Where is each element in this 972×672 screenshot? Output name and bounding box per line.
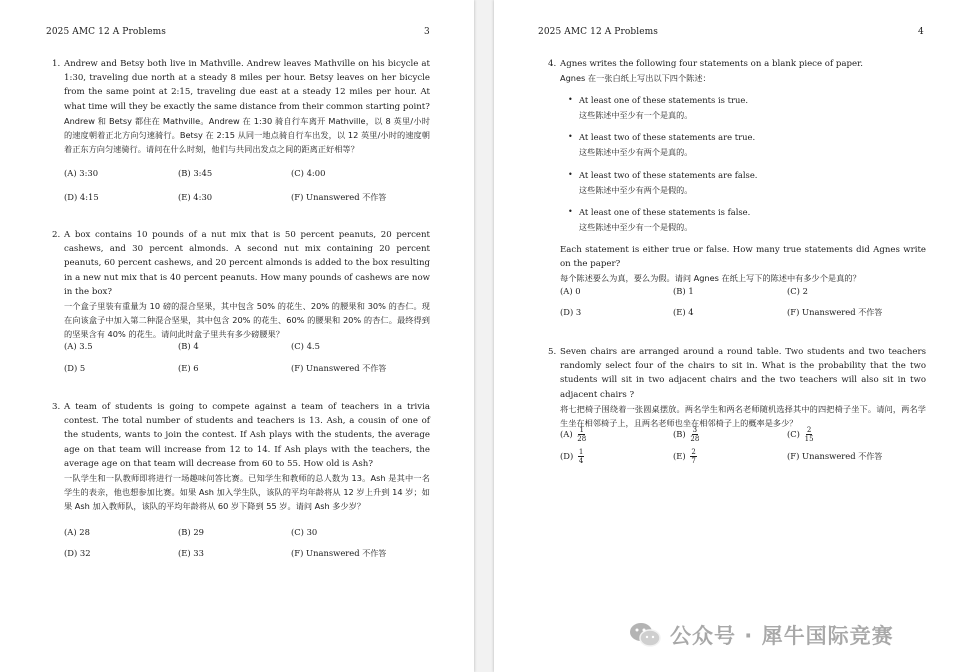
problem-1 (52, 57, 430, 156)
choice-b[interactable]: (B) $\frac{3}{28}$ (673, 426, 700, 443)
problem-translation: 将七把椅子围绕着一张圆桌摆放。两名学生和两名老师随机选择其中的四把椅子坐下。请问，两名学生坐在相邻椅子上，且两名老师也坐在相邻椅子上的概率是多少？ (560, 403, 926, 429)
choice-b[interactable]: (B) 29 (178, 527, 205, 537)
choice-d[interactable]: (D) 4:15 (64, 192, 99, 202)
choice-d[interactable]: (D) $\frac{1}{4}$ (560, 448, 584, 465)
problem-number: 5. (548, 347, 557, 357)
problem-5 (548, 345, 926, 430)
statement-1: • At least one of these statements is true. 这些陈述中至少有一个是真的。 (568, 95, 748, 120)
problem-number: 1. (52, 59, 61, 69)
choice-e[interactable]: (E) 4:30 (178, 192, 213, 202)
choice-a[interactable]: (A) 3:30 (64, 168, 99, 178)
problem-number: 4. (548, 59, 557, 69)
problem-4-question (560, 243, 926, 286)
wechat-icon (628, 621, 662, 649)
watermark-text: 公众号 · 犀牛国际竞赛 (670, 624, 894, 648)
choice-e[interactable]: (E) $\frac{2}{7}$ (673, 448, 696, 465)
problem-3 (52, 400, 430, 514)
problem-translation: 一队学生和一队教师即将进行一场趣味问答比赛。已知学生和教师的总人数为 13。Ash 是其中一名学生的表亲，他也想参加比赛。如果 Ash 加入学生队，该队的平均年龄将从 12 岁上升到 14 岁；如果 Ash 加入教师队，该队的平均年龄将从 60 岁下降到 55 岁。请问 Ash 多少岁？ (64, 473, 430, 512)
choice-e[interactable]: (E) 4 (673, 307, 694, 317)
choice-c[interactable]: (C) 30 (291, 527, 318, 537)
choice-c[interactable]: (C) 4.5 (291, 341, 320, 351)
fraction: $\frac{1}{4}$ (578, 448, 584, 465)
choice-f[interactable]: (F) Unanswered 不作答 (787, 307, 883, 317)
bullet-icon: • (568, 170, 573, 179)
problem-number: 2. (52, 230, 61, 240)
fraction: $\frac{2}{15}$ (804, 426, 814, 443)
choice-e[interactable]: (E) 33 (178, 548, 204, 558)
choice-d[interactable]: (D) 5 (64, 363, 86, 373)
problem-text: Andrew and Betsy both live in Mathville. Andrew leaves Mathville on his bicycle at 1:30, traveling due north at a steady 8 miles per hour. Betsy leaves on her bicycle from the same point at 2:15, traveling due east at a steady 12 miles per hour. At what time will they be exactly the same distance from their common starting point? (64, 59, 430, 112)
choice-f[interactable]: (F) Unanswered 不作答 (787, 451, 883, 461)
choice-c[interactable]: (C) 4:00 (291, 168, 326, 178)
page-number: 4 (918, 27, 924, 37)
problem-text: Seven chairs are arranged around a round table. Two students and two teachers randomly select four of the chairs to sit in. What is the probability that the two students will sit in two adjacent chairs and the two teachers will also sit in two adjacent chairs ? (560, 347, 926, 400)
choice-e[interactable]: (E) 6 (178, 363, 199, 373)
fraction: $\frac{2}{7}$ (691, 448, 696, 465)
page-3 (0, 0, 474, 672)
problem-translation: 一个盒子里装有重量为 10 磅的混合坚果，其中包含 50% 的花生、20% 的腰果和 30% 的杏仁。现在向该盒子中加入第二种混合坚果，其中包含 20% 的花生、60% 的腰果和 20% 的杏仁。最终得到的坚果含有 40% 的花生。请问此时盒子里共有多少磅腰果？ (64, 301, 430, 340)
running-header: 2025 AMC 12 A Problems (538, 27, 658, 37)
problem-4 (548, 57, 926, 85)
page-number: 3 (424, 27, 430, 37)
problem-2 (52, 228, 430, 342)
choice-a[interactable]: (A) 3.5 (64, 341, 93, 351)
choice-b[interactable]: (B) 3:45 (178, 168, 213, 178)
choice-a[interactable]: (A) 0 (560, 286, 581, 296)
problem-number: 3. (52, 402, 61, 412)
fraction: $\frac{3}{28}$ (690, 426, 700, 443)
statement-2: • At least two of these statements are true. 这些陈述中至少有两个是真的。 (568, 132, 756, 157)
problem-translation: Agnes 在一张白纸上写出以下四个陈述： (560, 73, 711, 84)
question-translation: 每个陈述要么为真，要么为假。请问 Agnes 在纸上写下的陈述中有多少个是真的？ (560, 273, 861, 284)
statement-4: • At least one of these statements is false. 这些陈述中至少有一个是假的。 (568, 207, 751, 232)
choice-c[interactable]: (C) $\frac{2}{15}$ (787, 426, 814, 443)
choice-a[interactable]: (A) 28 (64, 527, 90, 537)
bullet-icon: • (568, 132, 573, 141)
bullet-icon: • (568, 207, 573, 216)
choice-b[interactable]: (B) 4 (178, 341, 199, 351)
statement-3: • At least two of these statements are false. 这些陈述中至少有两个是假的。 (568, 170, 758, 195)
choice-c[interactable]: (C) 2 (787, 286, 808, 296)
problem-text: A box contains 10 pounds of a nut mix that is 50 percent peanuts, 20 percent cashews, and 30 percent almonds. A second nut mix containing 20 percent peanuts, 60 percent cashews, and 20 percent almonds is added to the box resulting in a new nut mix that is 40 percent peanuts. How many pounds of cashews are now in the box? (64, 230, 430, 297)
choice-f[interactable]: (F) Unanswered 不作答 (291, 363, 387, 373)
running-header: 2025 AMC 12 A Problems (46, 27, 166, 37)
choice-d[interactable]: (D) 32 (64, 548, 91, 558)
choice-a[interactable]: (A) $\frac{1}{28}$ (560, 426, 587, 443)
choice-f[interactable]: (F) Unanswered 不作答 (291, 192, 387, 202)
problem-text: A team of students is going to compete against a team of teachers in a trivia contest. The total number of students and teachers is 13. Ash, a cousin of one of the students, wants to join the contest. If Ash plays with the students, the average age on that team will increase from 12 to 14. If Ash plays with the teachers, the average age on that team will decrease from 60 to 55. How old is Ash? (64, 402, 430, 469)
watermark (628, 620, 948, 650)
page-4 (494, 0, 972, 672)
problem-text: Agnes writes the following four statements on a blank piece of paper. (560, 59, 863, 69)
choice-b[interactable]: (B) 1 (673, 286, 694, 296)
choice-f[interactable]: (F) Unanswered 不作答 (291, 548, 387, 558)
choice-d[interactable]: (D) 3 (560, 307, 582, 317)
problem-translation: Andrew 和 Betsy 都住在 Mathville。Andrew 在 1:30 骑自行车离开 Mathville，以 8 英里/小时的速度朝着正北方向匀速骑行。Betsy 在 2:15 从同一地点骑自行车出发，以 12 英里/小时的速度朝着正东方向匀速骑行。请问在什么时刻，他们与共同出发点之间的距离正好相等？ (64, 115, 430, 155)
fraction: $\frac{1}{28}$ (577, 426, 587, 443)
bullet-icon: • (568, 95, 573, 104)
question-text: Each statement is either true or false. How many true statements did Agnes write on the paper? (560, 245, 926, 270)
